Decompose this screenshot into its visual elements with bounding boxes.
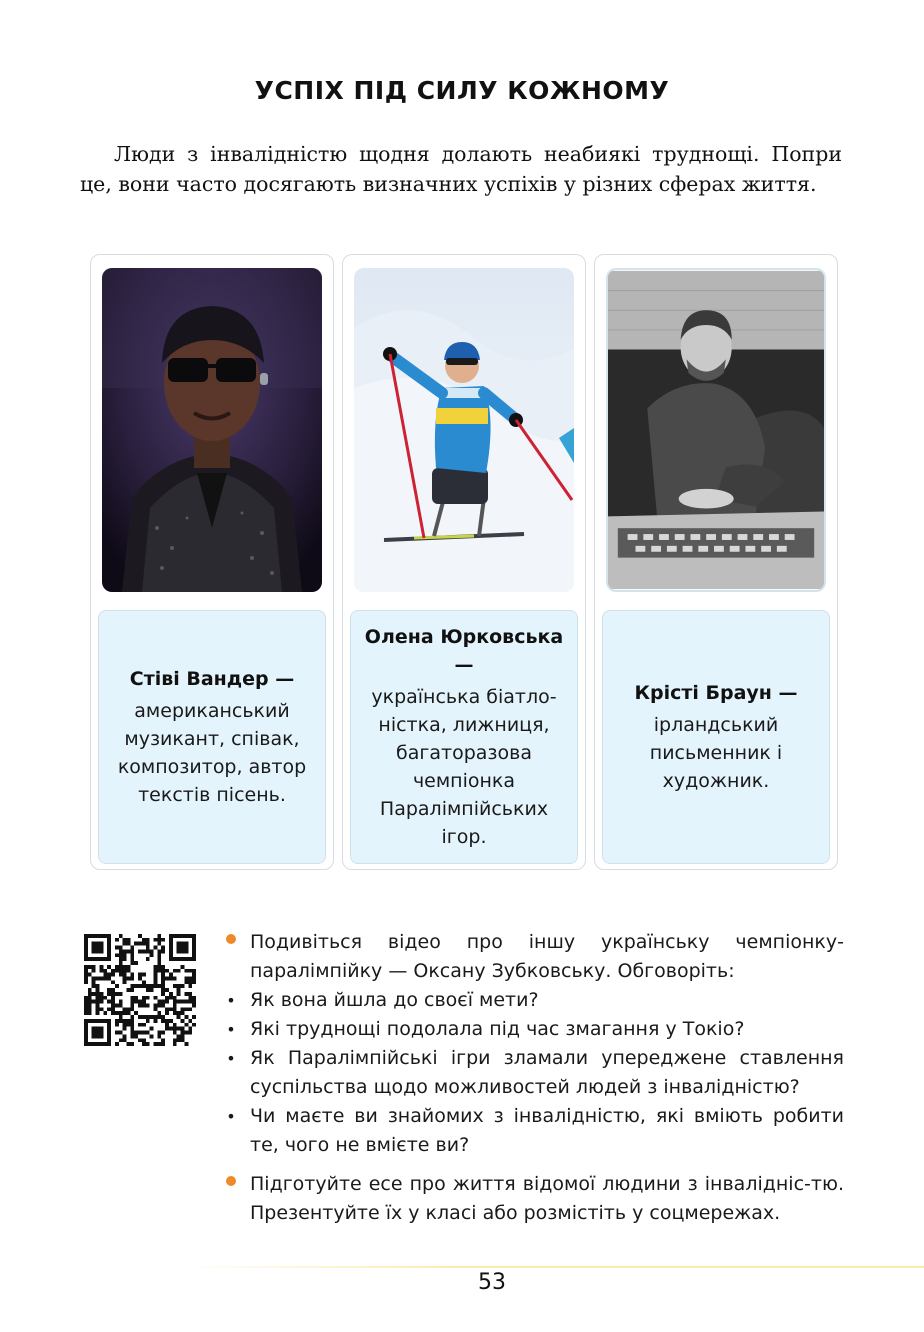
person-name: Крісті Браун —: [634, 682, 798, 704]
caption-2: [350, 610, 578, 864]
question-text: Як Паралімпійські ігри зламали упереджене ставлення суспільства щодо можливостей людей з інвалідністю?: [250, 1047, 844, 1098]
bullet-icon: •: [226, 1107, 236, 1126]
question-item-4: [220, 1102, 844, 1160]
caption-3: [602, 610, 830, 864]
person-description: українська біатло-ністка, лижниця, багаторазова чемпіонка Паралімпійських ігор.: [371, 686, 557, 848]
photo-christy-brown: [606, 268, 826, 592]
bullet-icon: •: [226, 1020, 236, 1039]
question-item-3: [220, 1044, 844, 1102]
bullet-icon: •: [226, 1049, 236, 1068]
task-text: Підготуйте есе про життя відомої людини з інвалідніс-тю. Презентуйте їх у класі або розмістіть у соцмережах.: [250, 1173, 844, 1224]
person-card-3: [594, 254, 838, 870]
person-description: ірландський письменник і художник.: [649, 714, 783, 792]
page-number: 53: [478, 1270, 506, 1295]
person-card-1: [90, 254, 334, 870]
footer-divider: [180, 1266, 924, 1268]
person-description: американський музикант, співак, композитор, автор текстів пісень.: [117, 700, 307, 806]
photo-stevie-wonder: [102, 268, 322, 592]
person-name: Олена Юрковська —: [364, 626, 564, 676]
page-title: УСПІХ ПІД СИЛУ КОЖНОМУ: [254, 76, 670, 105]
tasks-block: [220, 928, 844, 1228]
task-text: Подивіться відео про іншу українську чемпіонку-паралімпійку — Оксану Зубковську. Обговоріть:: [250, 931, 844, 982]
intro-text: Люди з інвалідністю щодня долають неабиякі труднощі. Попри це, вони часто досягають визначних успіхів у різних сферах життя.: [80, 142, 842, 196]
question-item-2: [220, 1015, 844, 1044]
caption-1: [98, 610, 326, 864]
intro-paragraph: [80, 139, 842, 199]
person-card-2: [342, 254, 586, 870]
task-item-2: [220, 1170, 844, 1228]
question-item-1: [220, 986, 844, 1015]
bullet-icon: •: [226, 991, 236, 1010]
task-item-1: [220, 928, 844, 986]
photo-olena-yurkovska: [354, 268, 574, 592]
question-text: Чи маєте ви знайомих з інвалідністю, які вміють робити те, чого не вмієте ви?: [250, 1105, 844, 1156]
person-name: Стіві Вандер —: [129, 668, 295, 690]
question-text: Які труднощі подолала під час змагання у Токіо?: [250, 1018, 745, 1040]
qr-code[interactable]: [84, 934, 196, 1046]
question-text: Як вона йшла до своєї мети?: [250, 989, 539, 1011]
